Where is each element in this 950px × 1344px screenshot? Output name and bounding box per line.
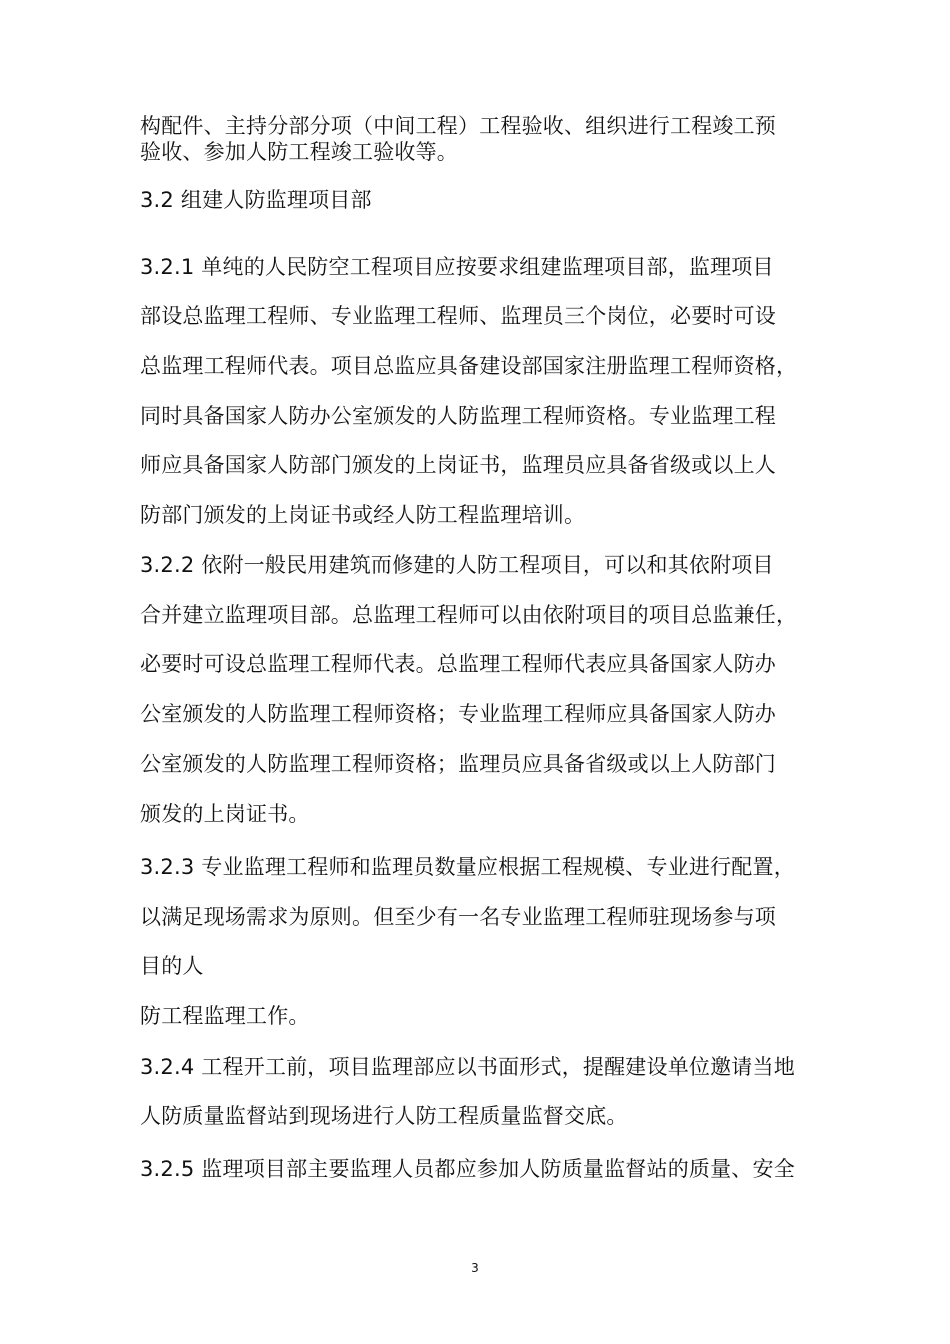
text-line: 防工程监理工作。 [140, 1004, 310, 1028]
text-line: 公室颁发的人防监理工程师资格；专业监理工程师应具备国家人防办 [140, 702, 776, 726]
text-line: 3.2.4 工程开工前，项目监理部应以书面形式，提醒建设单位邀请当地 [140, 1055, 795, 1079]
text-line: 部设总监理工程师、专业监理工程师、监理员三个岗位，必要时可设 [140, 304, 776, 328]
text-line: 师应具备国家人防部门颁发的上岗证书，监理员应具备省级或以上人 [140, 453, 776, 477]
text-line: 总监理工程师代表。项目总监应具备建设部国家注册监理工程师资格， [140, 354, 798, 378]
text-line: 防部门颁发的上岗证书或经人防工程监理培训。 [140, 503, 586, 527]
text-line: 人防质量监督站到现场进行人防工程质量监督交底。 [140, 1104, 628, 1128]
text-line: 3.2.3 专业监理工程师和监理员数量应根据工程规模、专业进行配置， [140, 855, 795, 879]
text-line: 3.2.2 依附一般民用建筑而修建的人防工程项目，可以和其依附项目 [140, 553, 774, 577]
page-number: 3 [471, 1261, 479, 1275]
text-line: 以满足现场需求为原则。但至少有一名专业监理工程师驻现场参与项 [140, 905, 776, 929]
text-line: 3.2.5 监理项目部主要监理人员都应参加人防质量监督站的质量、安全 [140, 1157, 795, 1181]
text-line: 同时具备国家人防办公室颁发的人防监理工程师资格。专业监理工程 [140, 404, 776, 428]
text-line: 公室颁发的人防监理工程师资格；监理员应具备省级或以上人防部门 [140, 752, 776, 776]
text-line: 必要时可设总监理工程师代表。总监理工程师代表应具备国家人防办 [140, 652, 776, 676]
text-line: 3.2.1 单纯的人民防空工程项目应按要求组建监理项目部，监理项目 [140, 255, 774, 279]
text-line: 颁发的上岗证书。 [140, 802, 310, 826]
text-line: 合并建立监理项目部。总监理工程师可以由依附项目的项目总监兼任， [140, 603, 798, 627]
text-line: 构配件、主持分部分项（中间工程）工程验收、组织进行工程竣工预 [140, 114, 776, 138]
text-line: 目的人 [140, 954, 204, 978]
text-line: 验收、参加人防工程竣工验收等。 [140, 140, 458, 164]
section-heading: 3.2 组建人防监理项目部 [140, 188, 372, 212]
